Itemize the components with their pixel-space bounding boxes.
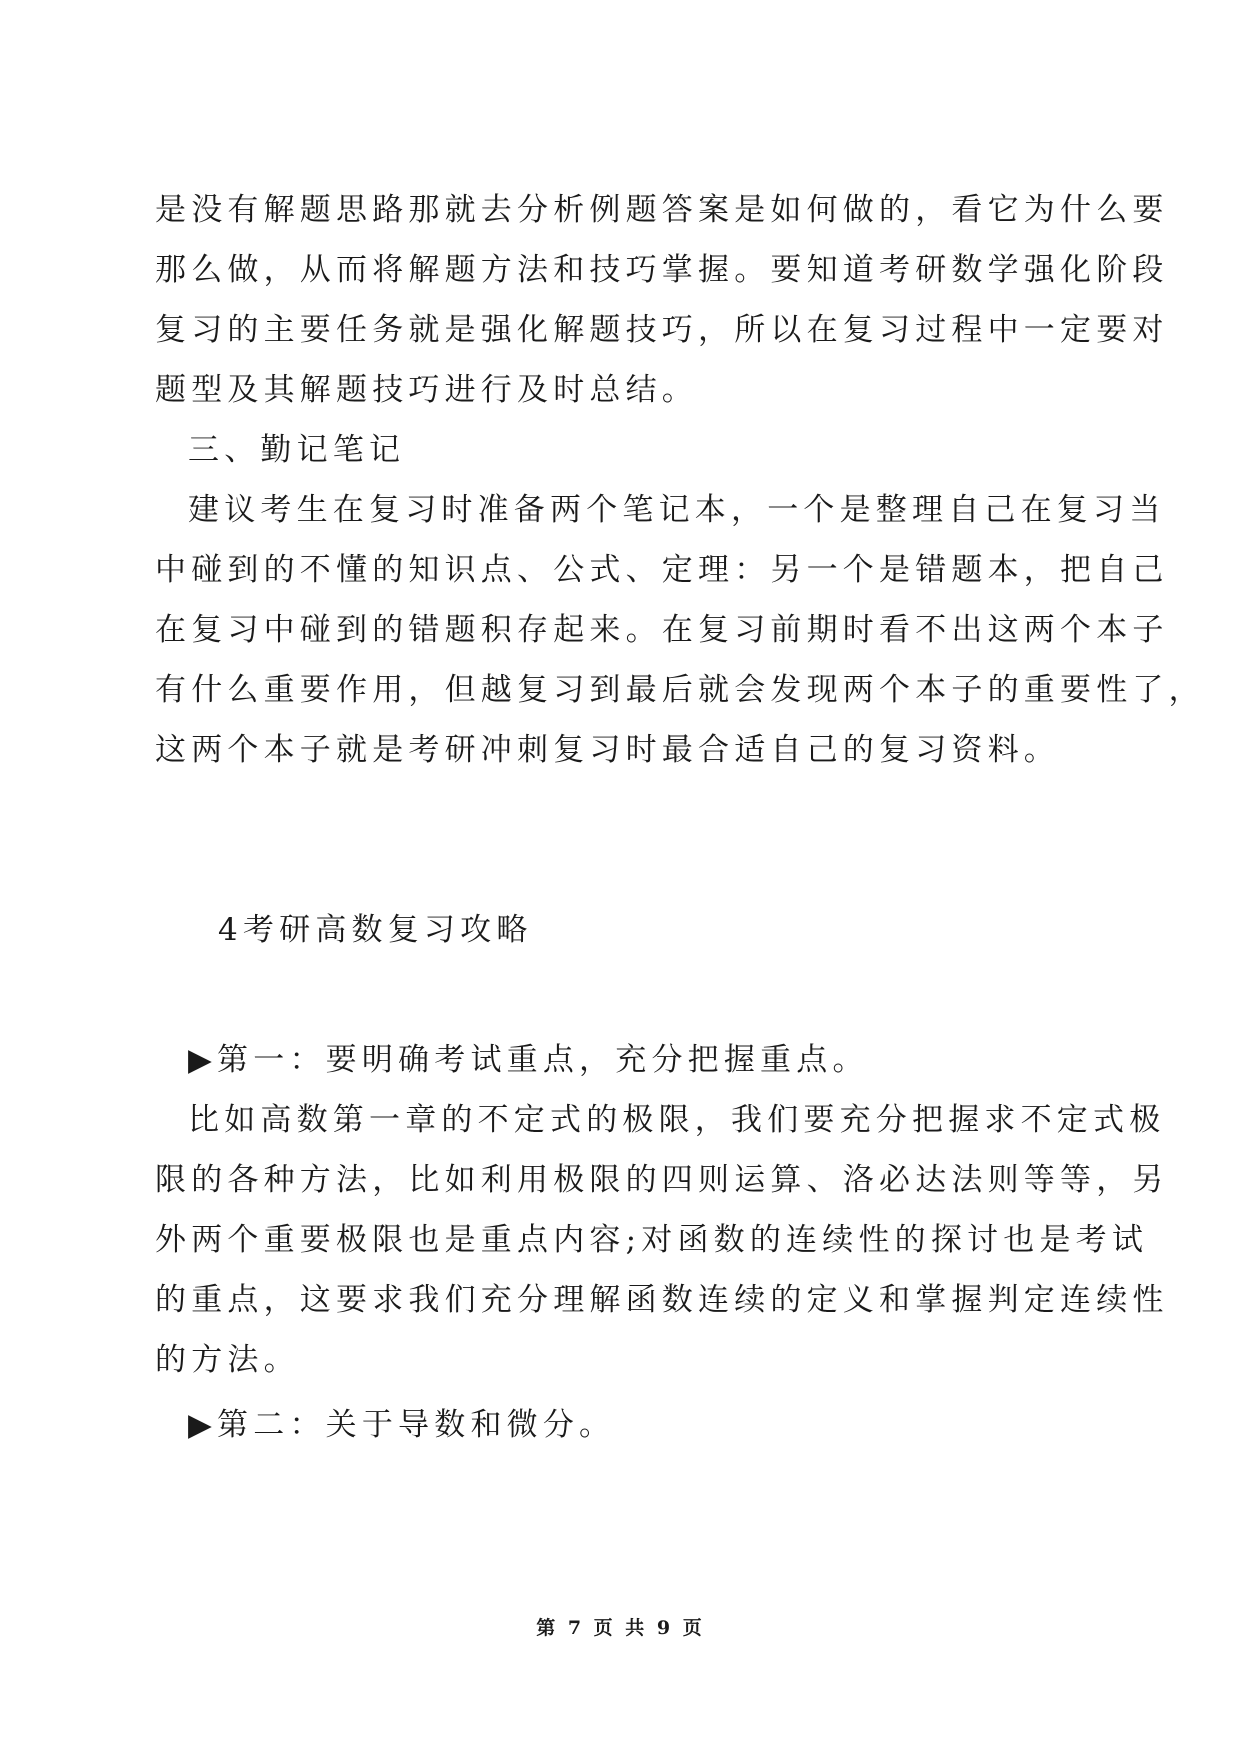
paragraph-line: 外两个重要极限也是重点内容;对函数的连续性的探讨也是考试 (155, 1222, 1149, 1258)
paragraph-line: 这两个本子就是考研冲刺复习时最合适自己的复习资料。 (155, 732, 1060, 768)
paragraph-line: 限的各种方法，比如利用极限的四则运算、洛必达法则等等，另 (155, 1162, 1169, 1198)
page-footer: 第 7 页 共 9 页 (536, 1617, 705, 1639)
paragraph-line: 比如高数第一章的不定式的极限，我们要充分把握求不定式极 (188, 1102, 1166, 1138)
paragraph-line: 是没有解题思路那就去分析例题答案是如何做的，看它为什么要 (155, 192, 1169, 228)
point-heading: ▶第二：关于导数和微分。 (188, 1407, 616, 1443)
paragraph-line: 那么做，从而将解题方法和技巧掌握。要知道考研数学强化阶段 (155, 252, 1169, 288)
paragraph-line: 有什么重要作用，但越复习到最后就会发现两个本子的重要性了， (155, 672, 1205, 708)
paragraph-line: 建议考生在复习时准备两个笔记本，一个是整理自己在复习当 (188, 492, 1166, 528)
paragraph-line: 的方法。 (155, 1342, 300, 1378)
paragraph-line: 题型及其解题技巧进行及时总结。 (155, 372, 698, 408)
section-heading: 三、勤记笔记 (188, 432, 406, 468)
paragraph-line: 的重点，这要求我们充分理解函数连续的定义和掌握判定连续性 (155, 1282, 1169, 1318)
paragraph-line: 中碰到的不懂的知识点、公式、定理：另一个是错题本，把自己 (155, 552, 1169, 588)
section-title: 4考研高数复习攻略 (218, 912, 533, 948)
paragraph-line: 在复习中碰到的错题积存起来。在复习前期时看不出这两个本子 (155, 612, 1169, 648)
point-heading: ▶第一：要明确考试重点，充分把握重点。 (188, 1042, 869, 1078)
paragraph-line: 复习的主要任务就是强化解题技巧，所以在复习过程中一定要对 (155, 312, 1169, 348)
